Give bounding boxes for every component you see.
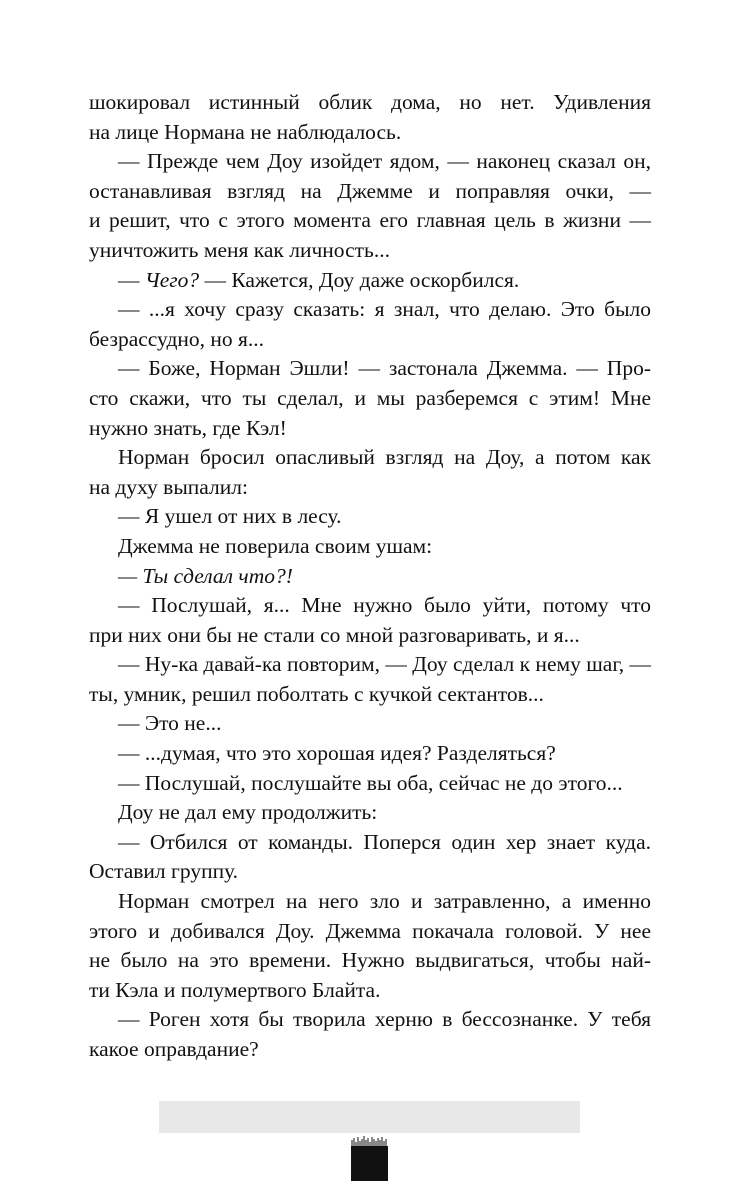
text-line: — Отбился от команды. Поперся один хер знает куда. <box>118 829 651 854</box>
text-line: — Послушай, я... Мне нужно было уйти, потому что <box>118 593 651 618</box>
text-line: безрассудно, но я... <box>89 326 265 351</box>
text-line: — Ну-ка давай-ка повторим, — Доу сделал к нему шаг, — <box>118 652 651 677</box>
text-line: Оставил группу. <box>89 859 239 884</box>
text-line-italic: Чего? <box>144 267 200 292</box>
text-line-italic: — Ты сделал что?! <box>118 563 293 588</box>
text-line: ти Кэла и полумертвого Блайта. <box>89 977 381 1002</box>
page-edge-mark <box>351 1136 388 1181</box>
text-line: шокировал истинный облик дома, но нет. Удивления <box>89 90 651 114</box>
page-edge-mark-graphic <box>351 1136 388 1181</box>
text-line: — Прежде чем Доу изойдет ядом, — наконец сказал он, <box>118 149 651 174</box>
book-page-text <box>89 88 651 1065</box>
text-line: Норман бросил опасливый взгляд на Доу, а потом как <box>118 445 651 470</box>
text-line: — Это не... <box>118 711 222 736</box>
text-line: уничтожить меня как личность... <box>89 237 390 262</box>
text-line: на духу выпалил: <box>89 474 248 499</box>
text-line: сто скажи, что ты сделал, и мы разберемся с этим! Мне <box>89 385 651 410</box>
text-line: Джемма не поверила своим ушам: <box>118 533 433 558</box>
text-line: — ...я хочу сразу сказать: я знал, что делаю. Это было <box>118 297 651 322</box>
text-line-segment: — <box>118 267 145 292</box>
text-line: какое оправдание? <box>89 1037 259 1061</box>
text-line: нужно знать, где Кэл! <box>89 415 287 440</box>
text-line <box>89 266 651 296</box>
text-line: при них они бы не стали со мной разговаривать, и я... <box>89 622 580 647</box>
text-line: — Боже, Норман Эшли! — застонала Джемма. — Про- <box>118 356 651 381</box>
text-line: — Роген хотя бы творила херню в бессознанке. У тебя <box>118 1007 651 1032</box>
text-line: Норман смотрел на него зло и затравленно, а именно <box>118 889 651 914</box>
text-line: — Послушай, послушайте вы оба, сейчас не до этого... <box>118 770 623 795</box>
text-line: — ...думая, что это хорошая идея? Разделяться? <box>118 741 556 766</box>
footer-gray-bar <box>159 1101 580 1133</box>
text-line: и решит, что с этого момента его главная цель в жизни — <box>89 208 651 233</box>
text-line: ты, умник, решил поболтать с кучкой сектантов... <box>89 681 544 706</box>
text-line: Доу не дал ему продолжить: <box>118 800 378 825</box>
text-line: этого и добивался Доу. Джемма покачала головой. У нее <box>89 918 651 943</box>
text-line: не было на это времени. Нужно выдвигаться, чтобы най- <box>89 948 651 973</box>
text-line <box>89 562 651 592</box>
text-line: останавливая взгляд на Джемме и поправляя очки, — <box>89 178 651 203</box>
text-line: — Я ушел от них в лесу. <box>118 504 342 529</box>
text-line-segment: — Кажется, Доу даже оскорбился. <box>199 267 520 292</box>
text-line: на лице Нормана не наблюдалось. <box>89 119 402 144</box>
